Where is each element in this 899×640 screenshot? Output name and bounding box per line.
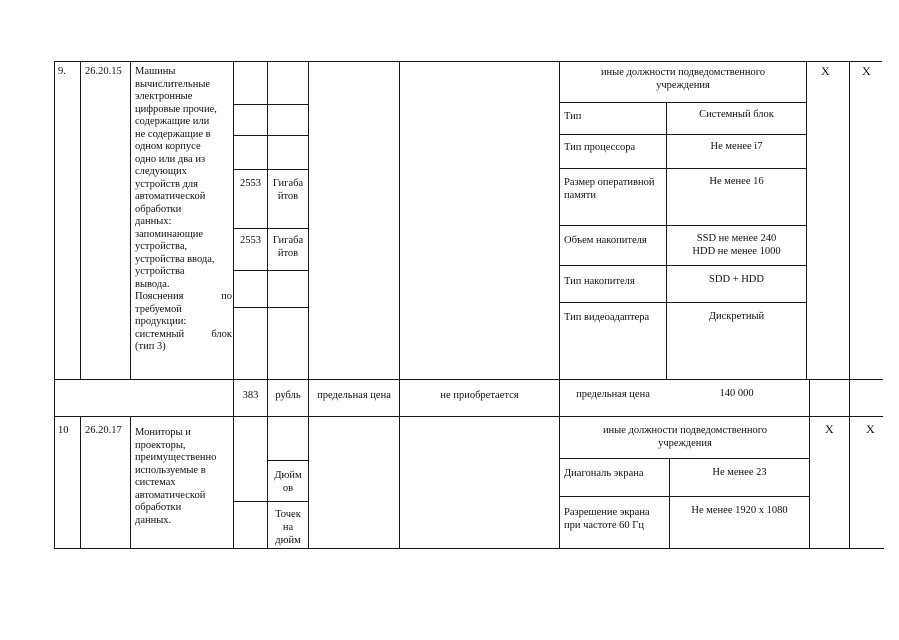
product-name-line: устройства, <box>135 241 188 252</box>
price-unit: рубль <box>275 390 301 401</box>
characteristic-name: памяти <box>564 190 596 201</box>
unit-line: на <box>282 522 294 533</box>
characteristic-value: SDD + HDD <box>709 274 764 285</box>
okpd-code: 26.20.17 <box>85 425 122 436</box>
row-number: 10 <box>58 425 69 436</box>
product-name-line: автоматической <box>135 489 206 501</box>
row-divider <box>559 265 806 266</box>
okei-code: 2553 <box>240 178 261 189</box>
row-divider <box>233 307 309 308</box>
mark-x: X <box>862 64 871 78</box>
unit-line: йтов <box>277 248 299 259</box>
characteristic-value: Дискретный <box>708 311 765 322</box>
product-name <box>135 66 232 354</box>
table-left-border <box>54 61 55 549</box>
unit-line: Точек <box>275 509 301 520</box>
explanation-line: требуемой <box>135 303 182 315</box>
characteristic-name: при частоте 60 Гц <box>564 520 644 531</box>
column-divider <box>809 379 810 549</box>
characteristic-name: Тип видеоадаптера <box>564 312 650 323</box>
row-divider <box>559 496 810 497</box>
position-header-line: иные должности подведомственного <box>602 425 768 436</box>
explanation-word: системный <box>135 328 185 340</box>
row-divider <box>233 270 309 271</box>
column-divider <box>130 416 131 549</box>
column-divider <box>130 61 131 380</box>
characteristic-name: Разрешение экрана <box>564 507 650 518</box>
column-divider <box>849 61 850 549</box>
column-divider <box>399 61 400 549</box>
product-name-line: одном корпусе <box>135 141 201 152</box>
row-divider <box>233 135 309 136</box>
unit-line: дюйм <box>275 535 301 546</box>
characteristic-value: Не менее 23 <box>712 467 767 478</box>
product-name-line: электронные <box>135 91 193 102</box>
position-header-line: иные должности подведомственного <box>600 67 766 78</box>
okpd-code: 26.20.15 <box>85 66 122 77</box>
product-name-line: обработки <box>135 502 182 513</box>
explanation-word: Пояснения <box>135 291 184 302</box>
row-divider <box>268 460 309 461</box>
column-divider <box>80 416 81 549</box>
characteristic-name: Размер оперативной <box>564 177 655 188</box>
table-bottom-border <box>54 548 884 549</box>
characteristic-name: Объем накопителя <box>564 235 647 246</box>
characteristic-name: Тип <box>564 111 582 122</box>
product-name-line: данных. <box>135 514 172 526</box>
product-name-line: не содержащие в <box>135 128 211 140</box>
position-header-line: учреждения <box>656 80 710 91</box>
price-characteristic: предельная цена <box>317 390 391 401</box>
price-name: предельная цена <box>576 389 650 400</box>
mark-x: X <box>821 64 830 78</box>
row-divider <box>233 169 309 170</box>
unit-line: Гигаба <box>272 235 304 246</box>
product-name-line: преимущественно <box>135 452 217 463</box>
row-divider <box>233 104 309 105</box>
product-name-line: Машины <box>135 66 176 77</box>
explanation-word: по <box>221 291 232 302</box>
mark-x: X <box>825 422 834 436</box>
row-divider <box>54 379 883 380</box>
product-name-line: обработки <box>135 203 182 215</box>
product-name-line: следующих <box>135 166 187 177</box>
characteristic-value: HDD не менее 1000 <box>692 246 781 257</box>
table-top-border <box>54 61 882 62</box>
column-divider <box>308 61 309 549</box>
column-divider <box>233 61 234 549</box>
product-name-line: цифровые прочие, <box>135 103 217 115</box>
row-divider <box>559 134 806 135</box>
characteristic-value: Не менее 1920 x 1080 <box>691 505 788 516</box>
explanation-line: продукции: <box>135 316 187 327</box>
row-divider <box>233 501 309 502</box>
characteristic-value: Не менее 16 <box>709 176 764 187</box>
characteristic-value: SSD не менее 240 <box>696 233 777 244</box>
row-divider <box>559 168 806 169</box>
product-name-line: запоминающие <box>135 228 204 240</box>
product-name-line: Мониторы и <box>135 427 191 438</box>
row-divider <box>233 228 309 229</box>
position-header-line: учреждения <box>658 438 712 449</box>
characteristic-value: Системный блок <box>699 109 774 120</box>
row-divider <box>559 102 806 103</box>
product-name-line: используемые в <box>135 464 206 476</box>
row-number: 9. <box>58 66 66 77</box>
product-name-line: системах <box>135 477 176 488</box>
row-divider <box>54 416 883 417</box>
price-value: 140 000 <box>719 388 754 399</box>
product-name <box>135 427 232 527</box>
product-name-line: вычислительные <box>135 78 211 90</box>
product-name-line: устройств для <box>135 178 198 190</box>
row-divider <box>559 458 810 459</box>
explanation-word: блок <box>211 328 232 340</box>
mark-x: X <box>866 422 875 436</box>
characteristic-value: Не менее i7 <box>710 141 763 152</box>
product-name-line: содержащие или <box>135 116 210 127</box>
product-name-line: автоматической <box>135 191 206 202</box>
characteristic-name: Диагональ экрана <box>564 468 644 479</box>
price-okei-code: 383 <box>242 390 259 401</box>
row-divider <box>559 225 806 226</box>
product-name-line: одно или два из <box>135 153 206 165</box>
unit-line: Дюйм <box>274 470 302 481</box>
unit-line: ов <box>282 483 294 494</box>
row-divider <box>559 302 806 303</box>
product-explanation <box>135 291 232 354</box>
product-name-line: устройства <box>135 266 185 277</box>
characteristic-name: Тип накопителя <box>564 276 635 287</box>
product-name-line: данных: <box>135 216 172 227</box>
okei-code: 2553 <box>240 235 261 246</box>
price-approved-value: не приобретается <box>440 390 519 401</box>
column-divider <box>80 61 81 380</box>
characteristic-name: Тип процессора <box>564 142 636 153</box>
product-name-line: проекторы, <box>135 439 186 451</box>
unit-line: йтов <box>277 191 299 202</box>
unit-line: Гигаба <box>272 178 304 189</box>
column-divider <box>559 61 560 549</box>
product-name-line: устройства ввода, <box>135 253 215 265</box>
product-name-line: вывода. <box>135 278 170 290</box>
column-divider <box>806 61 807 380</box>
explanation-line: (тип 3) <box>135 341 166 352</box>
